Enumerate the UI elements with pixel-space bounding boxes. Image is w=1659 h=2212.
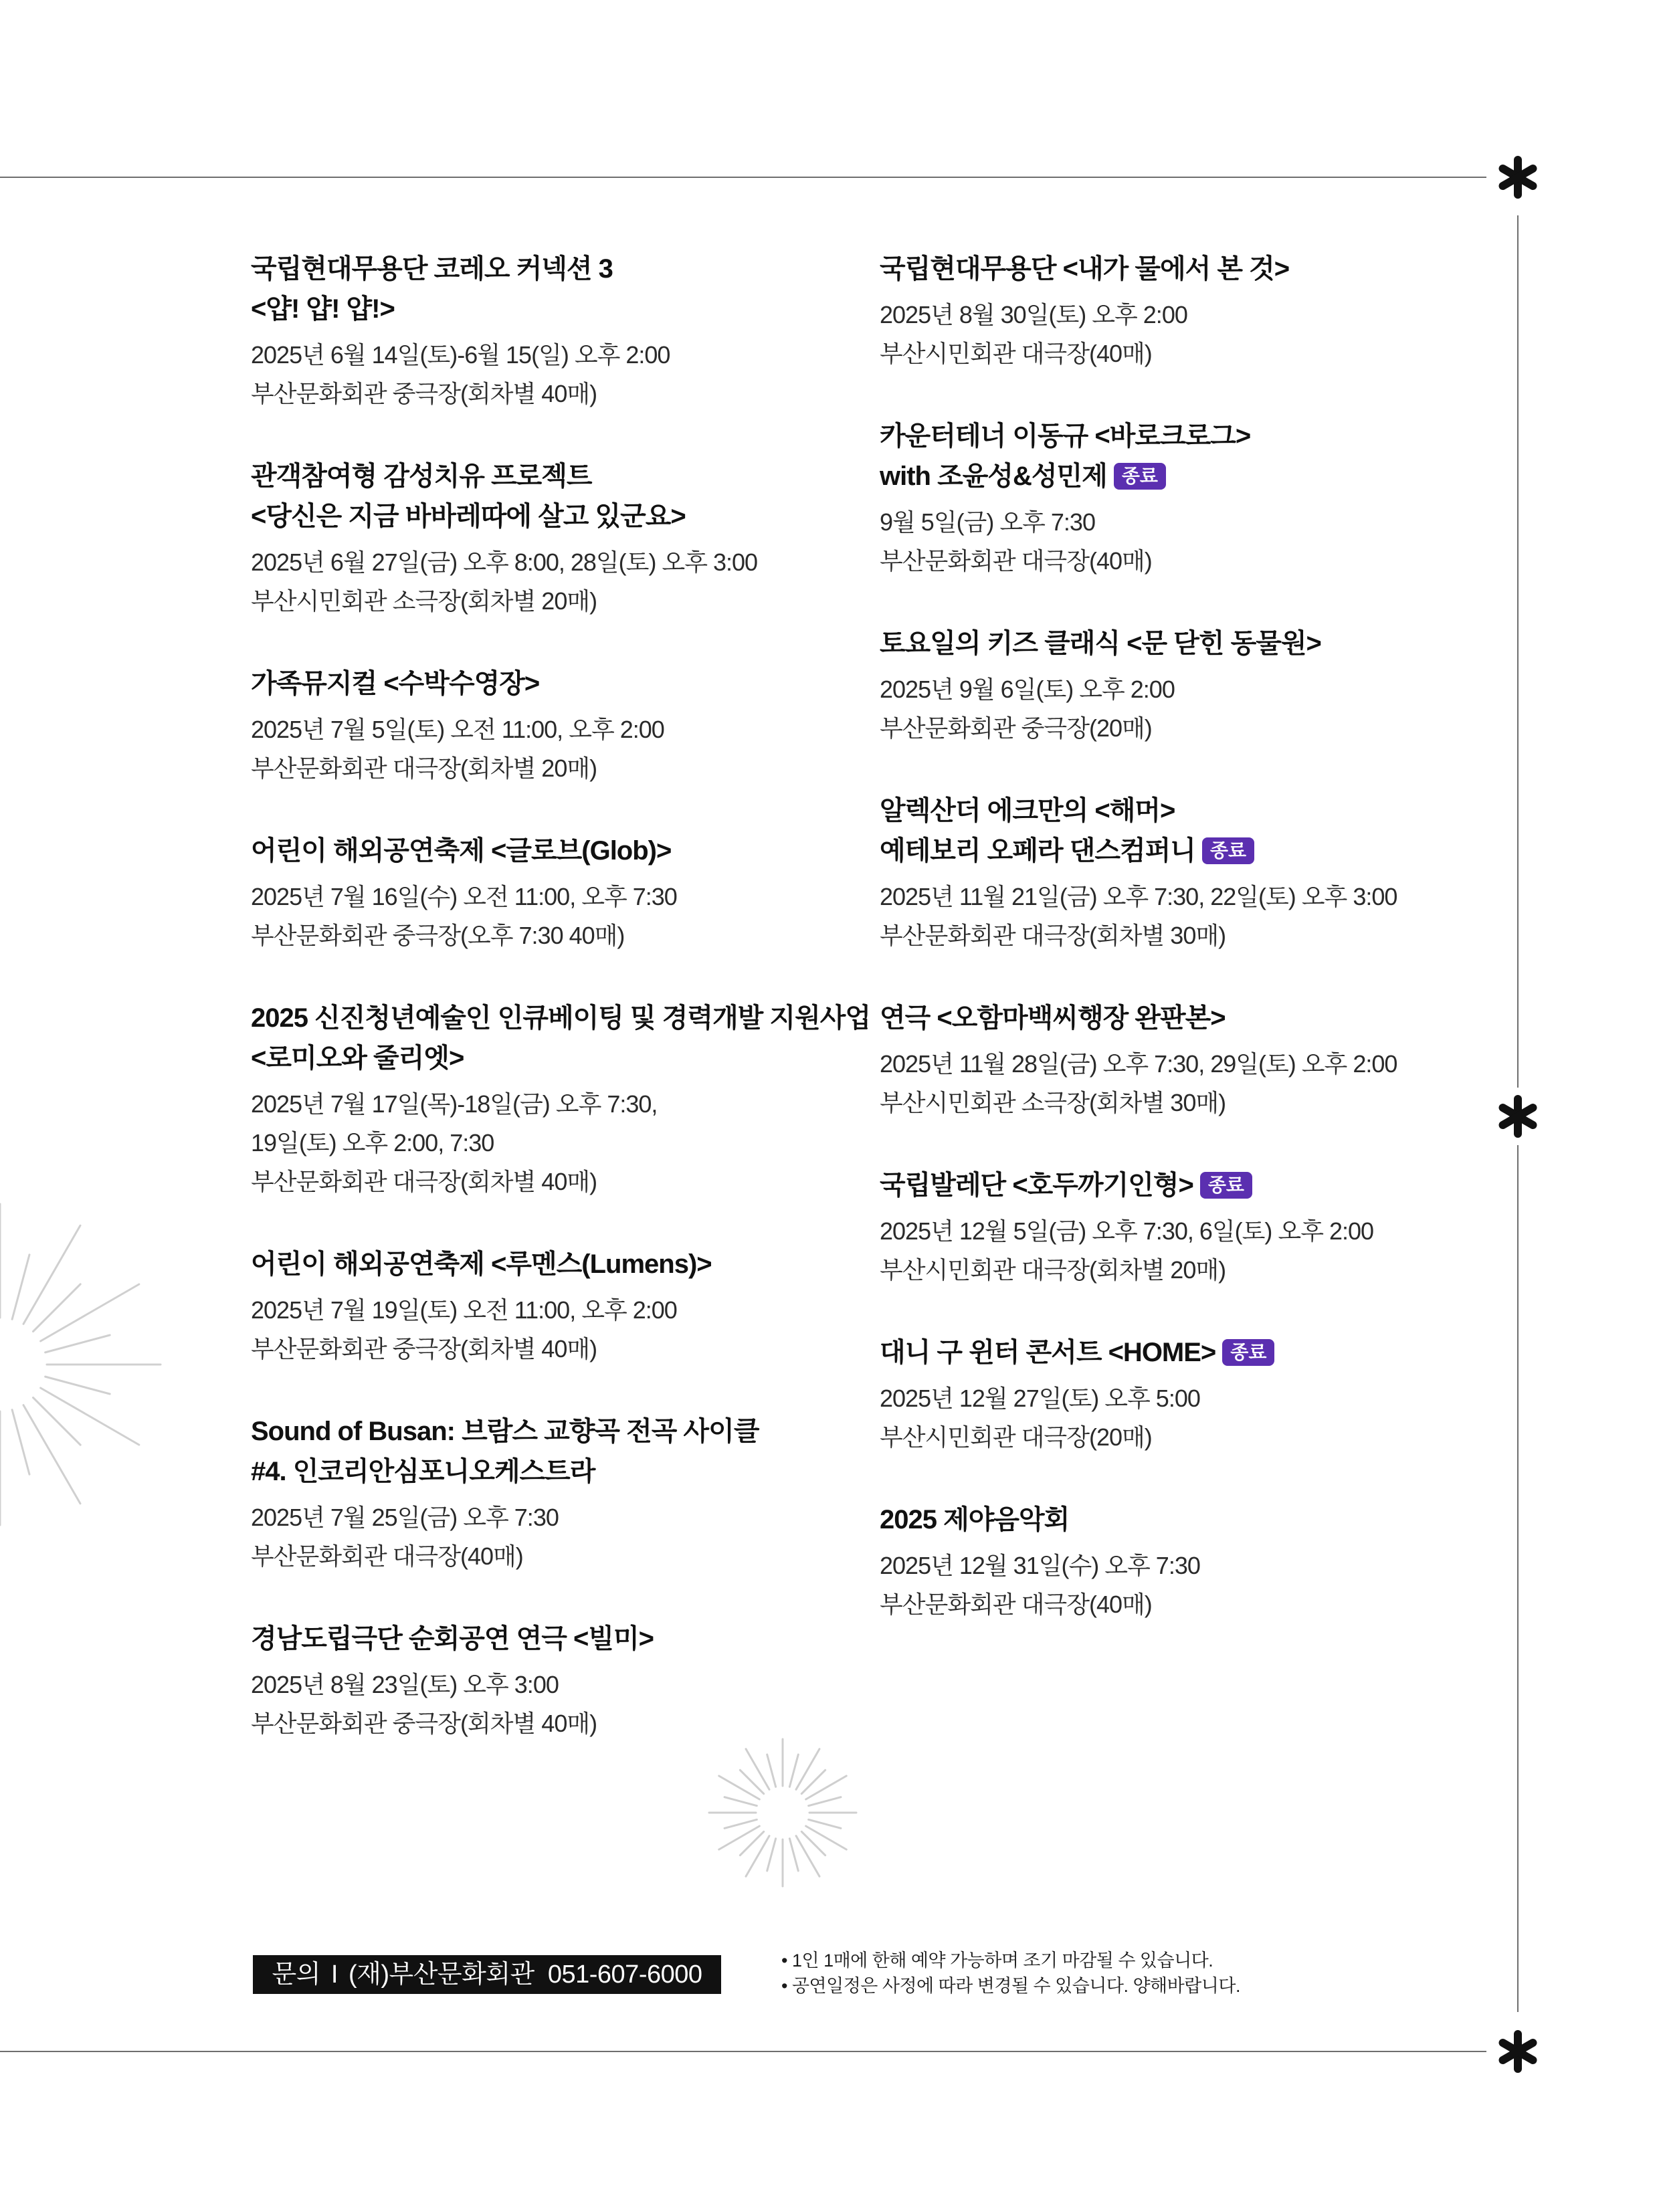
burst-ray — [746, 1836, 769, 1877]
event-title — [251, 249, 886, 329]
burst-ray — [724, 1797, 757, 1806]
event-info-line: 부산문화회관 대극장(회차별 20매) — [251, 755, 597, 782]
event-info-line: 2025년 12월 31일(수) 오후 7:30 — [880, 1552, 1200, 1579]
event-item — [880, 1500, 1482, 1624]
event-info — [251, 710, 886, 788]
asterisk-middle-icon — [1496, 1094, 1540, 1138]
event-info — [251, 336, 886, 413]
event-info-line: 부산문화회관 중극장(회차별 40매) — [251, 380, 597, 407]
event-title-line — [880, 456, 1482, 496]
event-title-line — [880, 416, 1482, 456]
event-title — [251, 1619, 886, 1659]
event-info-line: 2025년 7월 25일(금) 오후 7:30 — [251, 1504, 559, 1531]
event-title — [880, 1500, 1482, 1540]
event-info-line: 2025년 6월 14일(토)-6월 15(일) 오후 2:00 — [251, 341, 670, 369]
ended-badge: 종료 — [1202, 837, 1254, 864]
event-title-text: #4. 인코리안심포니오케스트라 — [251, 1457, 595, 1486]
event-title-text: <로미오와 줄리엣> — [251, 1043, 464, 1073]
event-info-line: 2025년 8월 23일(토) 오후 3:00 — [251, 1671, 559, 1698]
event-title-line — [251, 664, 886, 704]
event-info-line: 19일(토) 오후 2:00, 7:30 — [251, 1129, 494, 1157]
event-info — [251, 878, 886, 955]
event-title — [251, 456, 886, 536]
event-info — [251, 543, 886, 621]
event-title-line — [251, 1619, 886, 1659]
event-title — [251, 1411, 886, 1492]
event-info-line: 부산문화회관 대극장(회차별 30매) — [880, 922, 1226, 949]
note-line: • 공연일정은 사정에 따라 변경될 수 있습니다. 양해바랍니다. — [781, 1973, 1240, 1999]
event-title-line — [880, 1500, 1482, 1540]
event-title-text: 연극 <오함마백씨행장 완판본> — [880, 1003, 1226, 1033]
event-title-text: 국립현대무용단 <내가 물에서 본 것> — [880, 254, 1290, 284]
event-title-text: 토요일의 키즈 클래식 <문 닫힌 동물원> — [880, 629, 1321, 658]
burst-ray — [767, 1839, 776, 1871]
right-rule-upper — [1517, 215, 1519, 1088]
event-title-text: 예테보리 오페라 댄스컴퍼니 — [880, 836, 1195, 866]
right-event-column — [880, 249, 1482, 1667]
burst-ray — [809, 1797, 841, 1806]
burst-ray — [789, 1839, 798, 1871]
event-item — [880, 1332, 1482, 1457]
event-title-text: with 조윤성&성민제 — [880, 462, 1107, 491]
event-info-line: 부산문화회관 중극장(20매) — [880, 714, 1152, 742]
burst-ray — [12, 1410, 29, 1475]
event-title-line — [251, 1244, 886, 1284]
event-title-line — [251, 998, 886, 1038]
event-item — [251, 998, 886, 1201]
burst-ray — [45, 1377, 110, 1394]
event-title — [880, 1165, 1482, 1205]
event-info-line: 부산문화회관 중극장(회차별 40매) — [251, 1335, 597, 1363]
event-title-text: 카운터테너 이동규 <바로크로그> — [880, 421, 1251, 451]
burst-ray — [41, 1284, 139, 1341]
event-title-text: 어린이 해외공연축제 <글로브(Glob)> — [251, 836, 672, 866]
event-item — [251, 664, 886, 788]
event-title — [880, 791, 1482, 871]
event-title — [880, 623, 1482, 664]
event-title-line — [251, 1038, 886, 1078]
event-info — [251, 1666, 886, 1743]
event-info-line: 2025년 12월 27일(토) 오후 5:00 — [880, 1385, 1200, 1412]
event-info — [880, 670, 1482, 748]
event-title-line — [251, 1451, 886, 1492]
event-info-line: 부산문화회관 중극장(회차별 40매) — [251, 1710, 597, 1737]
note-line: • 1인 1매에 한해 예약 가능하며 조기 마감될 수 있습니다. — [781, 1948, 1240, 1973]
event-title — [880, 416, 1482, 496]
event-item — [880, 623, 1482, 748]
asterisk-bottom-icon — [1496, 2029, 1540, 2074]
ended-badge: 종료 — [1200, 1172, 1252, 1199]
event-info-line: 부산시민회관 소극장(회차별 30매) — [880, 1089, 1226, 1116]
event-info-line: 2025년 12월 5일(금) 오후 7:30, 6일(토) 오후 2:00 — [880, 1217, 1374, 1245]
event-title — [880, 1332, 1482, 1373]
contact-separator: I — [330, 1960, 338, 1989]
burst-ray — [33, 1284, 80, 1332]
contact-label: 문의 — [272, 1960, 320, 1989]
event-title-text: 알렉산더 에크만의 <해머> — [880, 796, 1175, 825]
event-info-line: 부산문화회관 대극장(40매) — [251, 1542, 523, 1570]
event-title — [251, 998, 886, 1078]
event-title-line — [880, 998, 1482, 1038]
event-info-line: 2025년 7월 5일(토) 오전 11:00, 오후 2:00 — [251, 716, 664, 743]
burst-ray — [33, 1397, 80, 1445]
event-title-text: <얍! 얍! 얍!> — [251, 294, 395, 324]
burst-ray — [809, 1819, 841, 1828]
event-title-text: Sound of Busan: 브람스 교향곡 전곡 사이클 — [251, 1417, 759, 1446]
event-title-text: <당신은 지금 바바레따에 살고 있군요> — [251, 502, 686, 531]
event-item — [880, 416, 1482, 581]
event-item — [251, 831, 886, 955]
event-item — [880, 791, 1482, 955]
burst-ray — [12, 1255, 29, 1320]
event-item — [251, 1244, 886, 1369]
right-rule-lower — [1517, 1145, 1519, 2012]
event-title-line — [251, 456, 886, 496]
event-title-text: 2025 신진청년예술인 인큐베이팅 및 경력개발 지원사업 — [251, 1003, 870, 1033]
event-info-line: 부산문화회관 대극장(회차별 40매) — [251, 1168, 597, 1195]
event-title-text: 어린이 해외공연축제 <루멘스(Lumens)> — [251, 1249, 712, 1279]
contact-organization: (재)부산문화회관 — [348, 1960, 534, 1989]
event-info-line: 2025년 11월 21일(금) 오후 7:30, 22일(토) 오후 3:00 — [880, 883, 1397, 910]
top-rule — [0, 177, 1486, 178]
burst-ray — [41, 1388, 139, 1445]
event-info-line: 2025년 7월 19일(토) 오전 11:00, 오후 2:00 — [251, 1296, 677, 1324]
event-info-line: 부산시민회관 소극장(회차별 20매) — [251, 587, 597, 615]
event-info-line: 2025년 7월 16일(수) 오전 11:00, 오후 7:30 — [251, 883, 677, 910]
event-info — [880, 1045, 1482, 1122]
burst-left-decoration — [0, 1191, 174, 1538]
event-title-text: 2025 제야음악회 — [880, 1505, 1070, 1534]
event-title-text: 국립현대무용단 코레오 커넥션 3 — [251, 254, 613, 284]
event-info — [251, 1498, 886, 1576]
event-info — [251, 1291, 886, 1369]
event-info — [880, 1212, 1482, 1290]
event-title-line — [251, 831, 886, 871]
ended-badge: 종료 — [1114, 463, 1166, 490]
event-title-line — [880, 249, 1482, 289]
event-title-line — [880, 1165, 1482, 1205]
event-item — [880, 1165, 1482, 1290]
event-info-line: 2025년 11월 28일(금) 오후 7:30, 29일(토) 오후 2:00 — [880, 1050, 1397, 1078]
burst-ray — [45, 1335, 110, 1352]
event-title-line — [880, 1332, 1482, 1373]
event-item — [251, 1619, 886, 1743]
event-title — [251, 664, 886, 704]
event-title-text: 경남도립극단 순회공연 연극 <빌미> — [251, 1624, 654, 1653]
event-title — [880, 249, 1482, 289]
asterisk-top-icon — [1496, 155, 1540, 199]
event-info — [880, 1546, 1482, 1624]
event-info-line: 2025년 9월 6일(토) 오후 2:00 — [880, 676, 1175, 703]
notes — [781, 1948, 1240, 1999]
event-info-line: 부산시민회관 대극장(회차별 20매) — [880, 1256, 1226, 1284]
event-title-line — [251, 496, 886, 536]
event-title — [251, 1244, 886, 1284]
event-title — [251, 831, 886, 871]
event-info-line: 부산문화회관 중극장(오후 7:30 40매) — [251, 922, 625, 949]
burst-ray — [23, 1225, 80, 1324]
event-info-line: 부산문화회관 대극장(40매) — [880, 547, 1152, 575]
burst-ray — [23, 1405, 80, 1504]
burst-ray — [806, 1826, 847, 1849]
event-title — [880, 998, 1482, 1038]
bottom-rule — [0, 2051, 1486, 2052]
event-item — [251, 1411, 886, 1576]
event-info-line: 9월 5일(금) 오후 7:30 — [880, 508, 1095, 536]
event-title-line — [880, 791, 1482, 831]
burst-ray — [724, 1819, 757, 1828]
event-item — [251, 249, 886, 413]
event-info-line: 2025년 6월 27일(금) 오후 8:00, 28일(토) 오후 3:00 — [251, 548, 758, 576]
event-item — [880, 998, 1482, 1122]
event-info — [880, 296, 1482, 373]
event-info — [880, 503, 1482, 581]
left-event-column — [251, 249, 886, 1786]
event-title-text: 관객참여형 감성치유 프로젝트 — [251, 462, 592, 491]
event-title-text: 대니 구 윈터 콘서트 <HOME> — [880, 1338, 1216, 1367]
burst-ray — [719, 1826, 760, 1849]
contact-bar — [253, 1955, 721, 1994]
event-item — [251, 456, 886, 621]
event-title-text: 국립발레단 <호두까기인형> — [880, 1171, 1193, 1200]
event-item — [880, 249, 1482, 373]
event-info-line: 부산시민회관 대극장(20매) — [880, 1423, 1152, 1451]
contact-phone[interactable]: 051-607-6000 — [547, 1960, 702, 1989]
event-title-line — [880, 831, 1482, 871]
event-info — [880, 878, 1482, 955]
burst-ray — [796, 1836, 819, 1877]
event-title-line — [251, 1411, 886, 1451]
event-title-line — [251, 249, 886, 289]
event-info — [251, 1085, 886, 1201]
event-info-line: 부산문화회관 대극장(40매) — [880, 1591, 1152, 1618]
event-title-line — [251, 289, 886, 329]
event-info-line: 2025년 7월 17일(목)-18일(금) 오후 7:30, — [251, 1090, 658, 1118]
event-info-line: 2025년 8월 30일(토) 오후 2:00 — [880, 301, 1187, 328]
event-info — [880, 1379, 1482, 1457]
event-title-text: 가족뮤지컬 <수박수영장> — [251, 669, 540, 698]
event-title-line — [880, 623, 1482, 664]
ended-badge: 종료 — [1222, 1339, 1274, 1366]
event-info-line: 부산시민회관 대극장(40매) — [880, 340, 1152, 367]
